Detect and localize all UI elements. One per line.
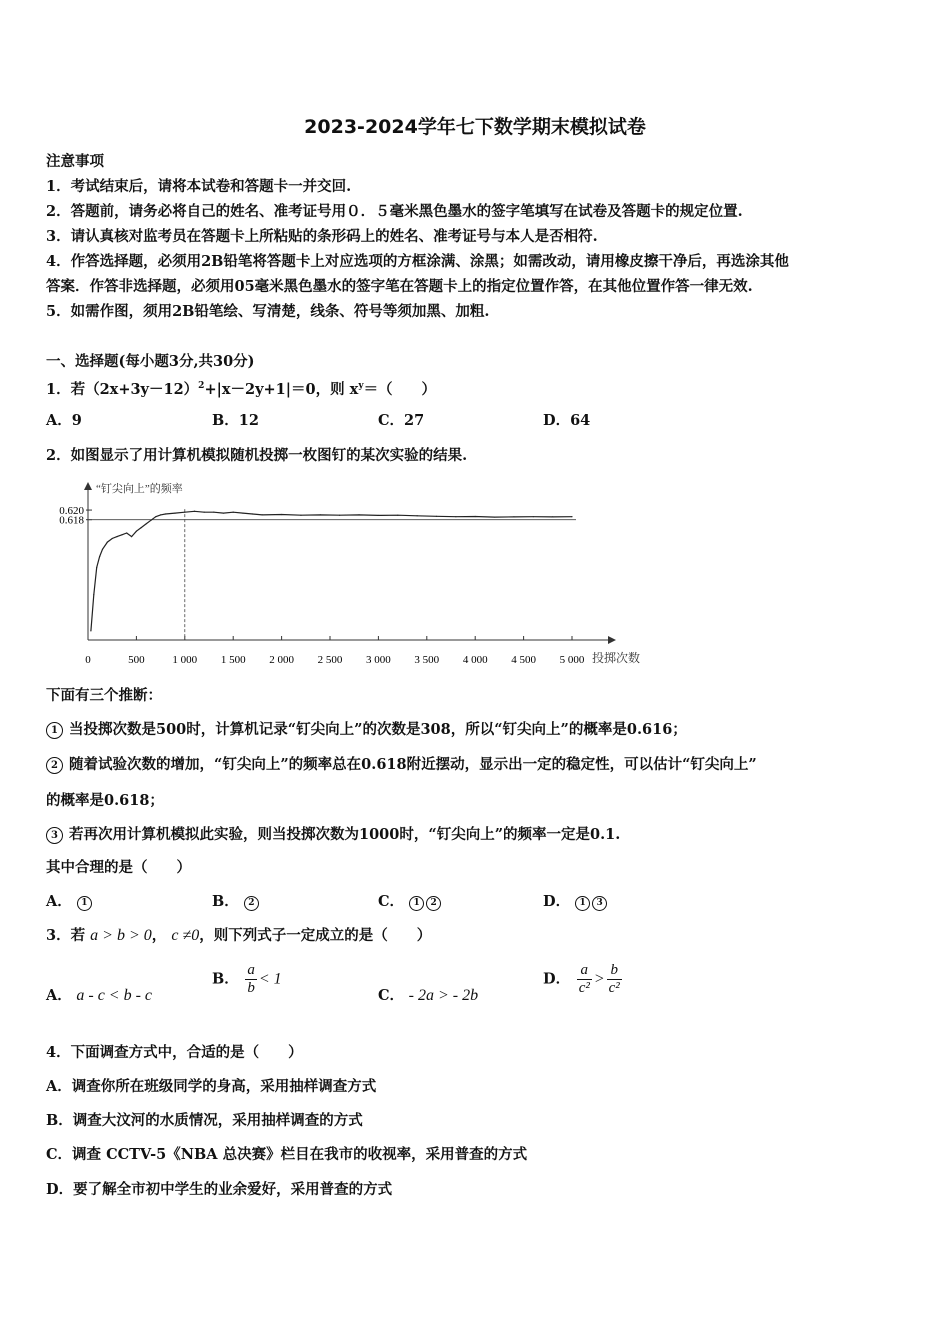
q4-option-d[interactable]: D．要了解全市初中学生的业余爱好，采用普查的方式 — [46, 1181, 393, 1198]
y-tick-label: 0.618 — [59, 514, 84, 527]
notice-item: 4．作答选择题，必须用2B铅笔将答题卡上对应选项的方框涂满、涂黑；如需改动，请用橡皮擦干净后，再选涂其他 — [46, 253, 789, 270]
series-point — [155, 516, 156, 517]
series-point — [204, 512, 205, 513]
question-2-stem: 2．如图显示了用计算机模拟随机投掷一枚图钉的某次实验的结果. — [46, 447, 468, 464]
chart-ylabel: “钉尖向上”的频率 — [96, 483, 183, 495]
q2-option-a[interactable]: A． 1 — [46, 892, 94, 912]
x-tick-label: 500 — [128, 654, 145, 666]
notice-item: 5．如需作图，须用2B铅笔绘、写清楚，线条、符号等须加黑、加粗. — [46, 303, 490, 320]
notice-item: 1．考试结束后，请将本试卷和答题卡一并交回. — [46, 178, 352, 195]
q4-option-b[interactable]: B．调查大汶河的水质情况，采用抽样调查的方式 — [46, 1112, 363, 1129]
series-point — [213, 512, 214, 513]
series-point — [175, 512, 176, 513]
series-point — [112, 538, 113, 539]
series-point — [126, 532, 127, 533]
series-point — [475, 516, 476, 517]
series-point — [571, 516, 572, 517]
q4-option-c[interactable]: C．调查 CCTV-5《NBA 总决赛》栏目在我市的收视率，采用普查的方式 — [46, 1146, 528, 1163]
page-title: 2023-2024学年七下数学期末模拟试卷 — [304, 116, 646, 138]
series-point — [141, 527, 142, 528]
circled-2: 2 — [46, 757, 63, 774]
q1-option-a[interactable]: A．9 — [46, 412, 82, 429]
circled-3: 3 — [46, 827, 63, 844]
series-point — [358, 514, 359, 515]
series-point — [165, 513, 166, 514]
series-point — [96, 567, 97, 568]
q3-option-c[interactable]: C． - 2a > - 2b — [378, 987, 479, 1004]
series-point — [194, 511, 195, 512]
series-point — [90, 630, 91, 631]
series-point — [252, 513, 253, 514]
q1-option-b[interactable]: B．12 — [212, 412, 259, 429]
q4-option-a[interactable]: A．调查你所在班级同学的身高，采用抽样调查方式 — [46, 1078, 377, 1095]
series-point — [281, 514, 282, 515]
question-4-stem: 4．下面调查方式中，合适的是（ ） — [46, 1044, 303, 1061]
series-point — [136, 531, 137, 532]
notice-heading: 注意事项 — [46, 153, 104, 170]
x-tick-label: 2 000 — [269, 654, 294, 666]
series-point — [513, 516, 514, 517]
question-3-stem: 3．若 a > b > 0， c ≠0，则下列式子一定成立的是（ ） — [46, 927, 432, 944]
section-heading: 一、选择题(每小题3分,共30分) — [46, 353, 255, 370]
series-point — [455, 516, 456, 517]
q1-option-d[interactable]: D．64 — [543, 412, 591, 429]
series-point — [93, 594, 94, 595]
q2-ask: 其中合理的是（ ） — [46, 859, 191, 876]
q2-statement-2: 2 随着试验次数的增加，“钉尖向上”的频率总在0.618附近摆动，显示出一定的稳定性，可以估计“钉尖向上” — [46, 755, 757, 775]
series-point — [116, 536, 117, 537]
series-point — [102, 549, 103, 550]
chart-xlabel: 投掷次数 — [592, 651, 641, 665]
series-point — [121, 534, 122, 535]
series-point — [99, 556, 100, 557]
q1-option-c[interactable]: C．27 — [378, 412, 425, 429]
series-point — [436, 516, 437, 517]
q3-option-d[interactable]: D． $\frac{a}{\text{c²}}$ > $\frac{b}{\text{c²}}$ — [543, 962, 620, 996]
x-tick-label: 2 500 — [317, 654, 343, 666]
series-point — [184, 512, 185, 513]
notice-item: 2．答题前，请务必将自己的姓名、准考证号用０．５毫米黑色墨水的签字笔填写在试卷及答题卡的规定位置. — [46, 203, 743, 220]
series-point — [131, 536, 132, 537]
series-point — [397, 515, 398, 516]
series-point — [320, 514, 321, 515]
series-point — [262, 514, 263, 515]
q2-intro: 下面有三个推断： — [46, 687, 162, 704]
x-tick-label: 1 000 — [172, 654, 198, 666]
q3-option-a[interactable]: A． a - c < b - c — [46, 987, 153, 1004]
frequency-chart — [40, 474, 660, 674]
q3-option-b[interactable]: B． $\frac{a}{b}$ < 1 — [212, 962, 282, 996]
x-tick-label: 0 — [85, 654, 91, 666]
circled-1: 1 — [46, 722, 63, 739]
series-point — [533, 516, 534, 517]
series-point — [242, 512, 243, 513]
x-tick-label: 3 000 — [366, 654, 391, 666]
series-point — [107, 541, 108, 542]
series-point — [339, 515, 340, 516]
series-point — [233, 512, 234, 513]
series-point — [150, 520, 151, 521]
series-point — [552, 516, 553, 517]
q2-option-c[interactable]: C． 1 2 — [378, 892, 443, 912]
y-tick-label: 0.620 — [59, 505, 84, 518]
notice-item: 答案．作答非选择题，必须用05毫米黑色墨水的签字笔在答题卡上的指定位置作答，在其他位置作答一律无效. — [46, 278, 753, 295]
x-tick-label: 1 500 — [220, 654, 246, 666]
notice-item: 3．请认真核对监考员在答题卡上所粘贴的条形码上的姓名、准考证号与本人是否相符. — [46, 228, 598, 245]
series-point — [378, 515, 379, 516]
q2-statement-3: 3 若再次用计算机模拟此实验，则当投掷次数为1000时，“钉尖向上”的频率一定是0.1. — [46, 825, 620, 845]
x-tick-label: 5 000 — [559, 654, 585, 666]
series-point — [160, 514, 161, 515]
x-tick-label: 4 500 — [511, 654, 536, 666]
q2-statement-2-cont: 的概率是0.618； — [46, 792, 164, 809]
series-point — [300, 515, 301, 516]
q2-option-d[interactable]: D． 1 3 — [543, 892, 609, 912]
x-tick-label: 4 000 — [462, 654, 488, 666]
series-point — [494, 516, 495, 517]
series-point — [145, 523, 146, 524]
q2-option-b[interactable]: B． 2 — [212, 892, 261, 912]
series-point — [417, 515, 418, 516]
x-tick-label: 3 500 — [414, 654, 440, 666]
q2-statement-1: 1 当投掷次数是500时，计算机记录“钉尖向上”的次数是308，所以“钉尖向上”的概率是0.616； — [46, 720, 687, 740]
series-point — [223, 512, 224, 513]
question-1-stem: 1．若$(2x+3y-12)^2+|x-2y+1|=0$，则 $x^y=$（ ） — [46, 380, 437, 398]
